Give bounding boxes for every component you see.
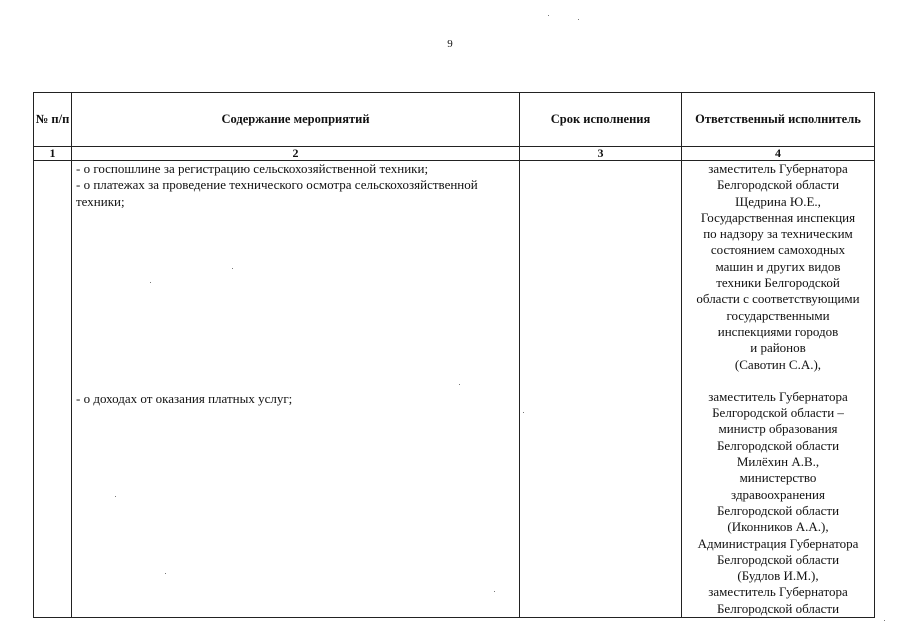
responsible-line: по надзору за техническим <box>703 226 853 242</box>
responsible-line: заместитель Губернатора <box>708 388 848 404</box>
scan-speck <box>578 19 579 20</box>
responsible-line: заместитель Губернатора <box>708 584 848 600</box>
scan-speck <box>459 384 460 385</box>
responsible-line: области с соответствующими <box>696 291 860 307</box>
measures-table <box>33 92 875 618</box>
responsible-line: состоянием самоходных <box>710 242 846 258</box>
responsible-line: (Иконников А.А.), <box>727 519 829 535</box>
responsible-line: Белгородской области <box>716 600 840 616</box>
responsible-line: Государственная инспекция <box>700 209 856 225</box>
content-line: - о доходах от оказания платных услуг; <box>76 390 293 406</box>
content-block-fees <box>72 161 519 210</box>
scan-speck <box>115 496 116 497</box>
scan-speck <box>548 15 549 16</box>
responsible-line: Белгородской области <box>716 502 840 518</box>
responsible-line: Белгородской области <box>716 177 840 193</box>
responsible-line: Милёхин А.В., <box>736 454 820 470</box>
column-number-4: 4 <box>682 147 875 161</box>
responsible-line: государственными <box>726 307 830 323</box>
responsible-line: Белгородской области <box>716 437 840 453</box>
table-row <box>34 161 875 618</box>
responsible-line: Белгородской области <box>716 551 840 567</box>
responsible-line: Щедрина Ю.Е., <box>735 193 821 209</box>
table-header-row <box>34 93 875 147</box>
content-line: - о платежах за проведение технического осмотра сельскохозяйственной <box>76 177 478 193</box>
responsible-line: инспекциями городов <box>717 323 839 339</box>
scan-speck <box>150 282 151 283</box>
scan-speck <box>884 620 885 621</box>
scan-speck <box>523 412 524 413</box>
row-number-cell <box>34 161 72 618</box>
column-number-3: 3 <box>520 147 682 161</box>
responsible-line: Администрация Губернатора <box>697 535 859 551</box>
responsible-line: машин и других видов <box>715 258 841 274</box>
responsible-line: министерство <box>739 470 817 486</box>
scan-speck <box>232 268 233 269</box>
content-block-paid-services <box>72 391 519 407</box>
header-content: Содержание мероприятий <box>72 93 520 147</box>
content-cell <box>72 161 520 618</box>
scan-speck <box>494 591 495 592</box>
scan-speck <box>165 573 166 574</box>
header-responsible: Ответственный исполнитель <box>682 93 875 147</box>
responsible-line: и районов <box>750 340 806 356</box>
column-number-2: 2 <box>72 147 520 161</box>
responsible-line: (Савотин С.А.), <box>734 356 822 372</box>
header-number: № п/п <box>34 93 72 147</box>
responsible-line: здравоохранения <box>731 486 825 502</box>
page-number: 9 <box>447 38 453 50</box>
deadline-cell <box>520 161 682 618</box>
column-number-1: 1 <box>34 147 72 161</box>
header-deadline: Срок исполнения <box>520 93 682 147</box>
responsible-line: министр образования <box>718 421 838 437</box>
responsible-block-1 <box>682 161 874 373</box>
responsible-cell <box>682 161 875 618</box>
column-number-row <box>34 147 875 161</box>
content-line: - о госпошлине за регистрацию сельскохозяйственной техники; <box>76 161 429 176</box>
responsible-line: (Будлов И.М.), <box>737 568 819 584</box>
content-line: техники; <box>76 193 125 209</box>
responsible-line: техники Белгородской <box>716 275 840 291</box>
responsible-line: заместитель Губернатора <box>708 161 848 176</box>
responsible-line: Белгородской области – <box>712 405 844 421</box>
responsible-block-2 <box>682 389 874 617</box>
